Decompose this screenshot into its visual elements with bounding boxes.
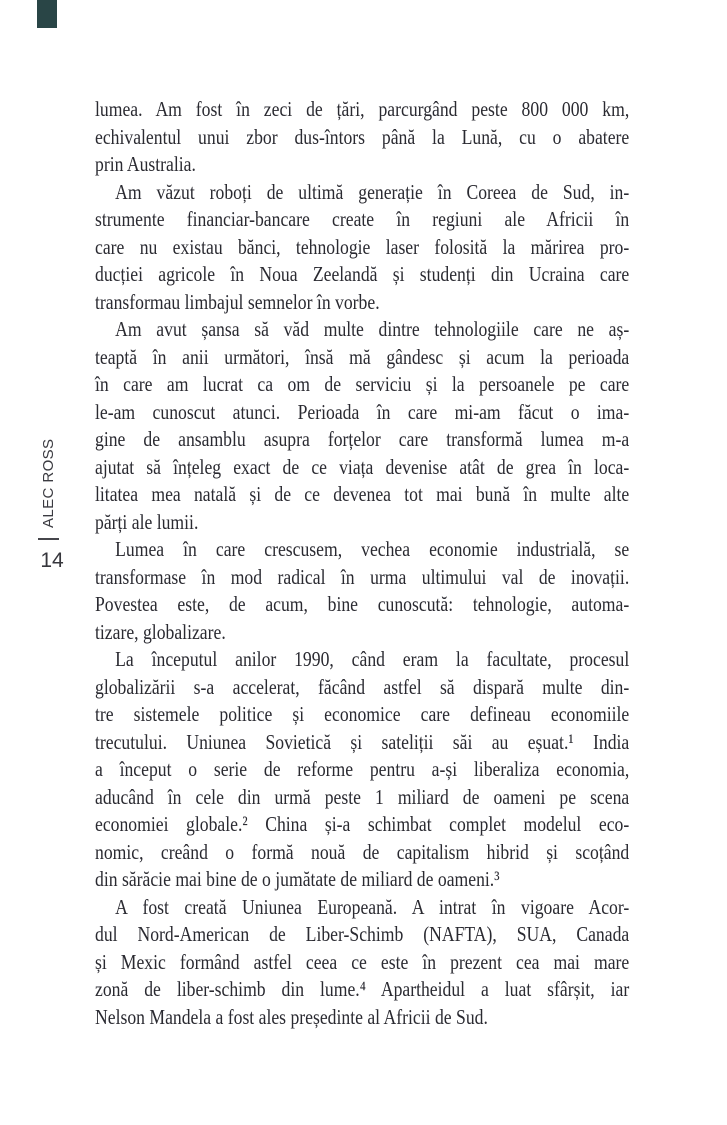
text-line: prin Australia.	[95, 152, 196, 176]
text-line: din sărăcie mai bine de o jumătate de miliard de oameni.³	[95, 867, 500, 891]
text-line: a început o serie de reforme pentru a-și liberaliza economia,	[95, 757, 630, 781]
text-line: echivalentul unui zbor dus-întors până la Lună, cu o abatere	[95, 124, 630, 149]
text-line: economiei globale.² China și-a schimbat complet modelul eco-	[95, 812, 630, 836]
text-line: ajutat să înțeleg exact de ce viața devenise atât de grea în loca-	[95, 454, 630, 479]
text-line: aducând în cele din urmă peste 1 miliard de oameni pe scena	[95, 784, 630, 809]
text-line: trecutului. Uniunea Sovietică și sateliții săi au eșuat.¹ India	[95, 729, 630, 754]
text-line: dul Nord-American de Liber-Schimb (NAFTA), SUA, Canada	[95, 922, 630, 946]
text-line: transformau limbajul semnelor în vorbe.	[95, 289, 380, 314]
page-number: 14	[40, 549, 64, 572]
text-line: Lumea în care crescusem, vechea economie industrială, se	[115, 537, 630, 561]
text-line: Povestea este, de acum, bine cunoscută: tehnologie, automa-	[95, 592, 630, 616]
text-line: zonă de liber-schimb din lume.⁴ Apartheidul a luat sfârșit, iar	[95, 977, 630, 1001]
text-line: A fost creată Uniunea Europeană. A intrat în vigoare Acor-	[115, 894, 630, 919]
text-line: le-am cunoscut atunci. Perioada în care mi-am făcut o ima-	[95, 399, 630, 424]
text-line: și Mexic formând astfel ceea ce este în prezent cea mai mare	[95, 949, 630, 974]
text-line: Nelson Mandela a fost ales președinte al Africii de Sud.	[95, 1004, 488, 1029]
text-line: în care am lucrat ca om de serviciu și la persoanele pe care	[95, 372, 630, 396]
text-line: globalizării s-a accelerat, făcând astfel să dispară multe din-	[95, 674, 630, 699]
text-line: La începutul anilor 1990, când eram la facultate, procesul	[115, 647, 630, 671]
text-block	[95, 96, 727, 1031]
text-line: litatea mea natală și de ce devenea tot mai bună în multe alte	[95, 482, 630, 506]
text-line: părți ale lumii.	[95, 509, 199, 534]
text-line: Am văzut roboți de ultimă generație în Coreea de Sud, in-	[115, 179, 630, 204]
text-line: nomic, creând o formă nouă de capitalism hibrid și scoțând	[95, 839, 630, 864]
text-line: lumea. Am fost în zeci de țări, parcurgând peste 800 000 km,	[95, 97, 630, 121]
text-line: Am avut șansa să văd multe dintre tehnologiile care ne aș-	[115, 317, 630, 341]
text-line: transformase în mod radical în urma ultimului val de inovații.	[95, 564, 630, 589]
text-line: tre sistemele politice și economice care defineau economiile	[95, 702, 630, 726]
text-line: teaptă în anii următori, însă mă gândesc și acum la perioada	[95, 344, 630, 369]
sidebar-divider	[38, 538, 59, 540]
text-line: care nu existau bănci, tehnologie laser folosită la mărirea pro-	[95, 234, 630, 259]
text-line: tizare, globalizare.	[95, 619, 226, 644]
book-author-vertical: ALEC ROSS	[40, 438, 57, 528]
chapter-edge-tab	[37, 0, 57, 28]
text-line: ducției agricole în Noua Zeelandă și studenți din Ucraina care	[95, 262, 630, 286]
text-line: gine de ansamblu asupra forțelor care transformă lumea m-a	[95, 427, 630, 451]
text-line: strumente financiar-bancare create în regiuni ale Africii în	[95, 207, 630, 231]
